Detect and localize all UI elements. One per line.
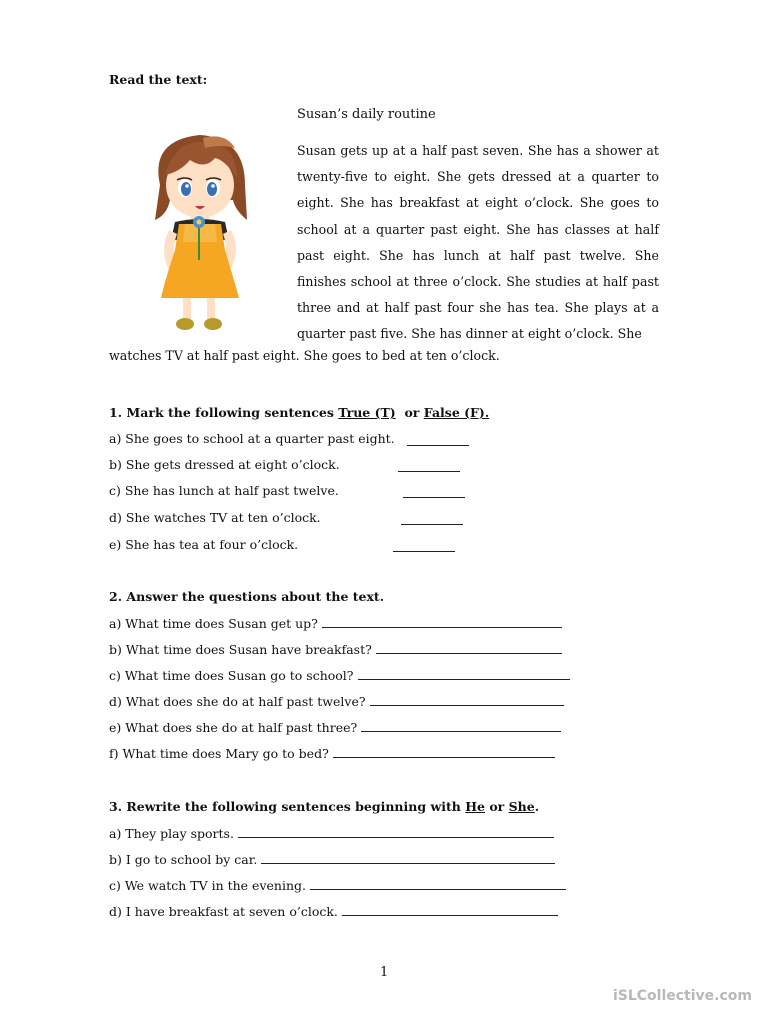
story-title: Susan’s daily routine bbox=[297, 107, 436, 122]
question-text-b: b) What time does Susan have breakfast? bbox=[109, 642, 372, 657]
question-item-f bbox=[109, 745, 555, 761]
question-text-d: d) What does she do at half past twelve? bbox=[109, 694, 366, 709]
question-text-e: e) What does she do at half past three? bbox=[109, 720, 358, 735]
tf-answer-blank-a[interactable] bbox=[407, 444, 469, 446]
question-text-f: f) What time does Mary go to bed? bbox=[109, 746, 329, 761]
tf-answer-blank-c[interactable] bbox=[403, 496, 465, 498]
section1-text: Mark the following sentences bbox=[126, 405, 334, 420]
rewrite-text-c: c) We watch TV in the evening. bbox=[109, 878, 306, 893]
rewrite-blank-c[interactable] bbox=[310, 877, 566, 890]
rewrite-item-b bbox=[109, 851, 555, 867]
answer-blank-b[interactable] bbox=[376, 641, 562, 654]
page-number: 1 bbox=[380, 965, 389, 980]
rewrite-item-a bbox=[109, 825, 554, 841]
watermark-logo: iSLCollective.com bbox=[612, 988, 752, 1004]
story-last-line: watches TV at half past eight. She goes to bed at ten o’clock. bbox=[109, 348, 500, 363]
question-item-c bbox=[109, 667, 570, 683]
answer-blank-a[interactable] bbox=[322, 615, 562, 628]
question-item-a bbox=[109, 615, 562, 631]
tf-item-d: d) She watches TV at ten o’clock. bbox=[109, 510, 321, 525]
tf-item-e: e) She has tea at four o’clock. bbox=[109, 537, 299, 552]
true-label: True (T) bbox=[338, 405, 396, 420]
tf-item-a: a) She goes to school at a quarter past eight. bbox=[109, 431, 395, 446]
rewrite-blank-a[interactable] bbox=[238, 825, 554, 838]
tf-item-c: c) She has lunch at half past twelve. bbox=[109, 483, 339, 498]
answer-blank-e[interactable] bbox=[361, 719, 561, 732]
tf-item-b: b) She gets dressed at eight o’clock. bbox=[109, 457, 340, 472]
section3-heading bbox=[109, 799, 539, 814]
tf-answer-blank-d[interactable] bbox=[401, 523, 463, 525]
section1-heading bbox=[109, 405, 489, 420]
section1-number: 1. bbox=[109, 405, 123, 420]
section2-heading: 2. Answer the questions about the text. bbox=[109, 589, 385, 604]
tf-answer-blank-b[interactable] bbox=[398, 470, 460, 472]
or-text: or bbox=[404, 405, 420, 420]
rewrite-text-d: d) I have breakfast at seven o’clock. bbox=[109, 904, 338, 919]
rewrite-item-d bbox=[109, 903, 558, 919]
answer-blank-c[interactable] bbox=[358, 667, 570, 680]
section3-text: 3. Rewrite the following sentences beginning with bbox=[109, 799, 461, 814]
he-label: He bbox=[465, 799, 485, 814]
section3-or: or bbox=[489, 799, 505, 814]
question-text-c: c) What time does Susan go to school? bbox=[109, 668, 354, 683]
tf-answer-blank-e[interactable] bbox=[393, 550, 455, 552]
question-item-e bbox=[109, 719, 561, 735]
answer-blank-f[interactable] bbox=[333, 745, 555, 758]
section3-period: . bbox=[534, 799, 540, 814]
instruction-heading: Read the text: bbox=[109, 72, 208, 87]
girl-illustration bbox=[145, 130, 255, 335]
rewrite-text-b: b) I go to school by car. bbox=[109, 852, 258, 867]
story-paragraph: Susan gets up at a half past seven. She has a shower at twenty-five to eight. She gets dressed at a quarter to eight. She has breakfast at eight o’clock. She goes to school at a quarter past eight. She has classes at half past eight. She has lunch at half past twelve. She finishes school at three o’clock. She studies at half past three and at half past four she has tea. She plays at a quarter past five. She has dinner at eight o’clock. She bbox=[297, 143, 659, 342]
rewrite-blank-b[interactable] bbox=[261, 851, 555, 864]
false-label: False (F). bbox=[423, 405, 490, 420]
she-label: She bbox=[508, 799, 535, 814]
question-text-a: a) What time does Susan get up? bbox=[109, 616, 318, 631]
answer-blank-d[interactable] bbox=[370, 693, 564, 706]
question-item-d bbox=[109, 693, 564, 709]
rewrite-item-c bbox=[109, 877, 566, 893]
rewrite-blank-d[interactable] bbox=[342, 903, 558, 916]
question-item-b bbox=[109, 641, 562, 657]
rewrite-text-a: a) They play sports. bbox=[109, 826, 234, 841]
